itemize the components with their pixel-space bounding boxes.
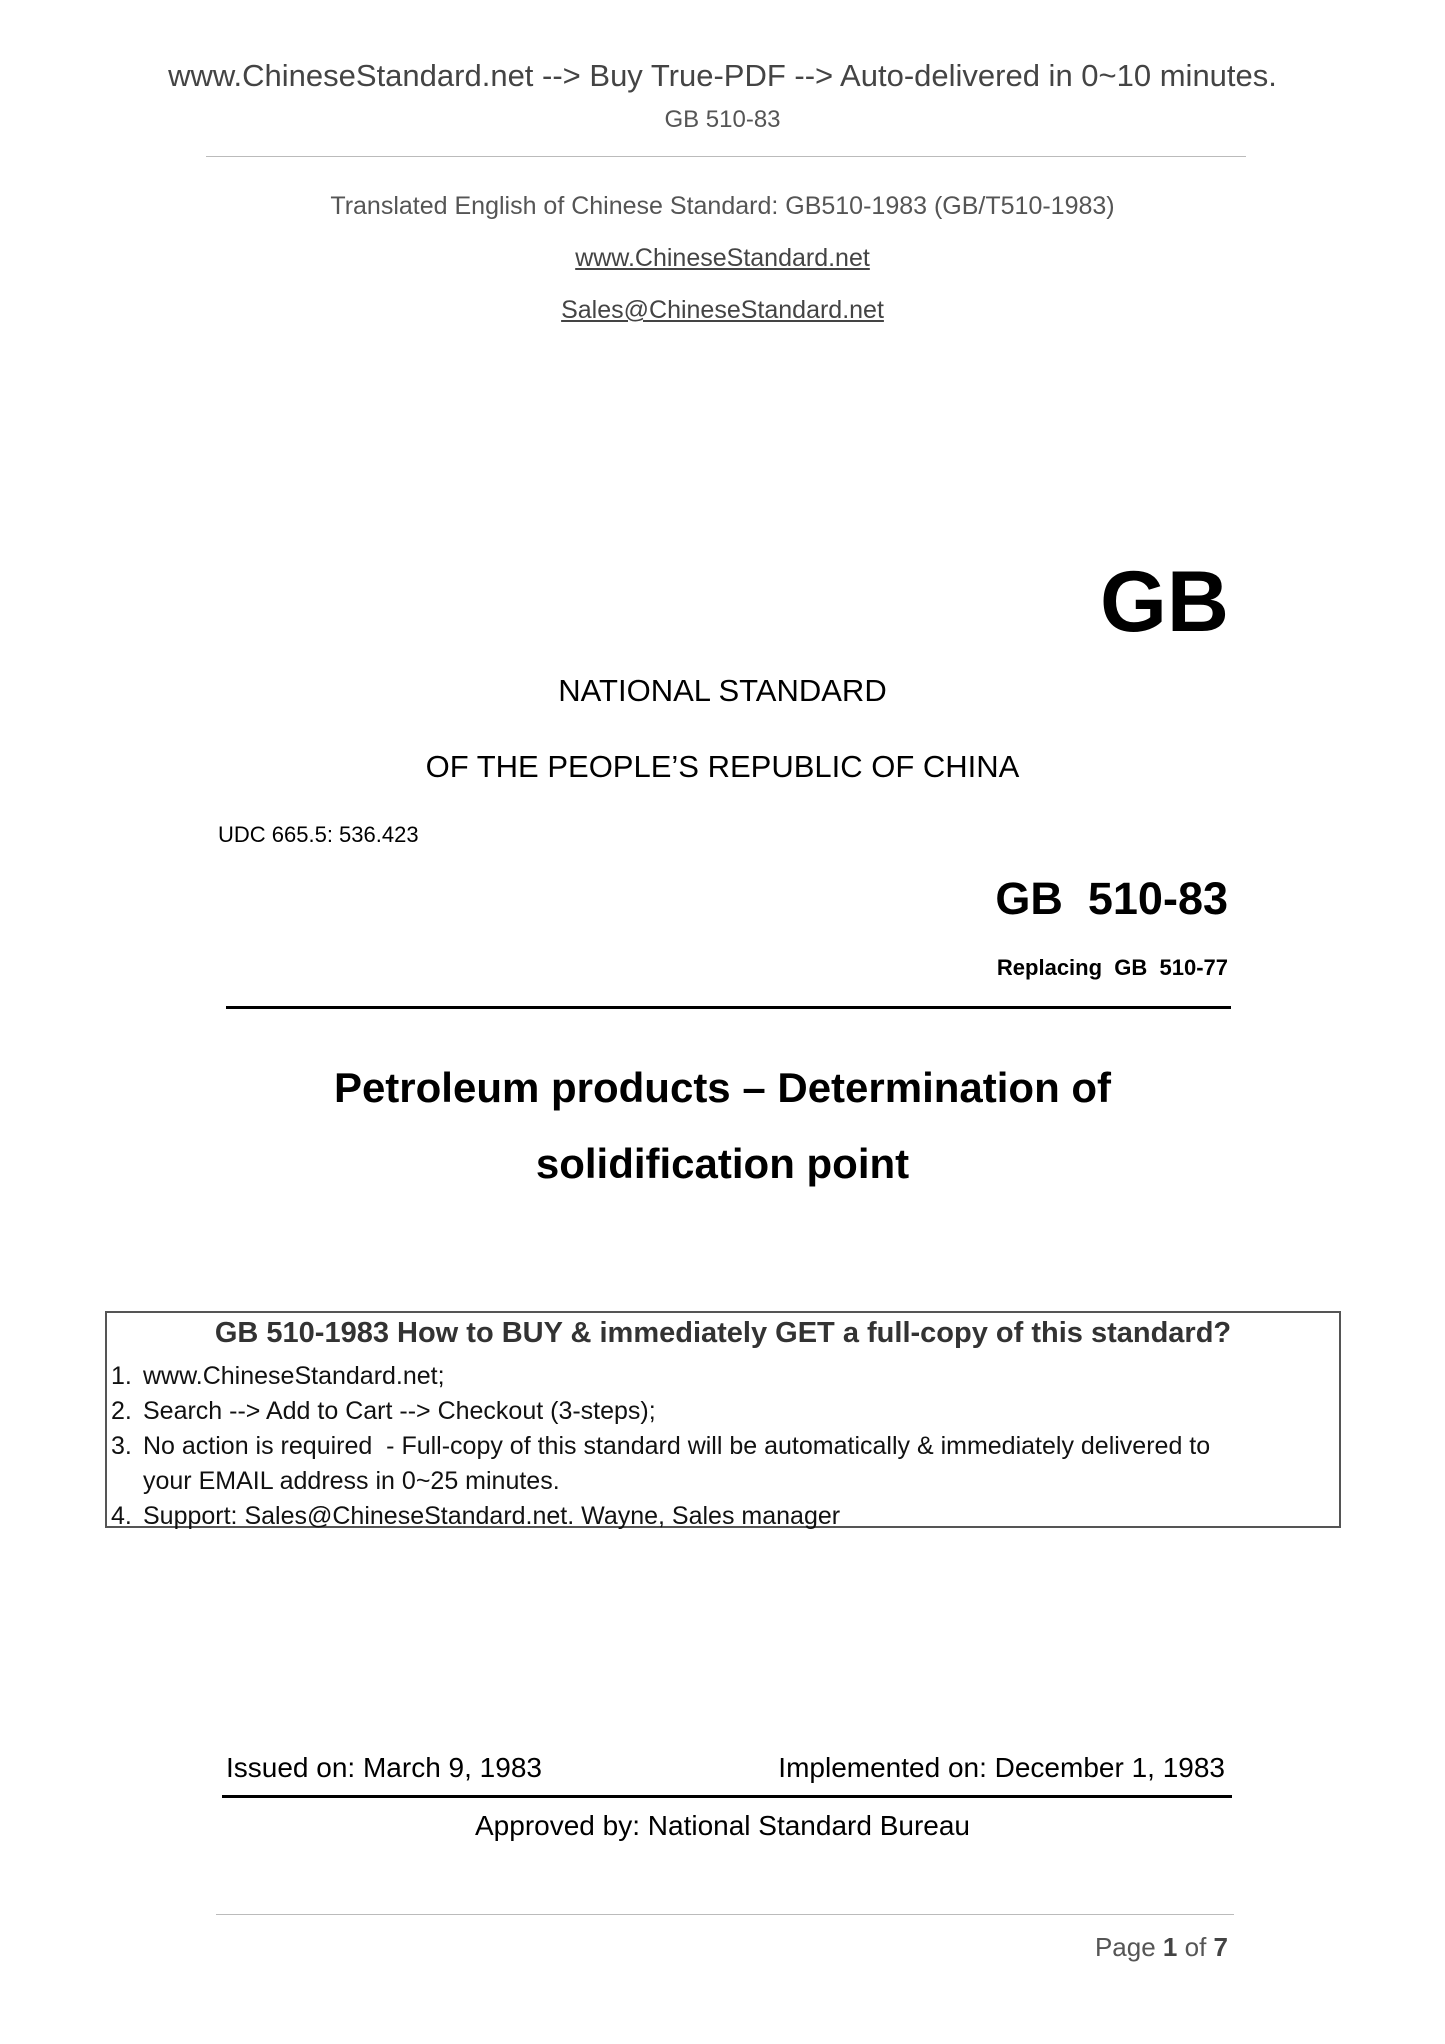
list-item: [107, 1429, 1339, 1464]
list-number: 2.: [111, 1397, 132, 1425]
gb-logo: GB: [1100, 554, 1229, 650]
page-number: [1095, 1932, 1228, 1963]
list-number: 4.: [111, 1502, 132, 1530]
approved-by: Approved by: National Standard Bureau: [475, 1810, 970, 1841]
udc-code: UDC 665.5: 536.423: [218, 822, 419, 847]
standard-code: GB 510-83: [995, 873, 1228, 924]
list-number: 3.: [111, 1432, 132, 1460]
email-link[interactable]: Sales@ChineseStandard.net: [561, 296, 884, 324]
document-title-line2: solidification point: [535, 1140, 910, 1187]
purchase-info-box: [105, 1311, 1341, 1528]
list-item: [107, 1359, 1339, 1394]
implemented-date: Implemented on: December 1, 1983: [778, 1752, 1225, 1783]
page-current: 1: [1162, 1932, 1178, 1962]
replacing-note: Replacing GB 510-77: [996, 955, 1228, 980]
country-heading: OF THE PEOPLE’S REPUBLIC OF CHINA: [425, 749, 1020, 784]
list-number: 1.: [111, 1362, 132, 1390]
list-text: Search --> Add to Cart --> Checkout (3-steps);: [143, 1397, 656, 1425]
issued-date: Issued on: March 9, 1983: [226, 1752, 542, 1783]
website-link-row: [0, 244, 1445, 273]
title-divider: [226, 1006, 1231, 1009]
list-item-continuation: [107, 1464, 1339, 1499]
document-title-line1: Petroleum products – Determination of: [333, 1064, 1112, 1111]
list-item: [107, 1394, 1339, 1429]
page-total: 7: [1213, 1932, 1228, 1962]
list-text: www.ChineseStandard.net;: [143, 1362, 445, 1390]
header-banner: www.ChineseStandard.net --> Buy True-PDF --> Auto-delivered in 0~10 minutes.: [168, 58, 1277, 93]
list-text: Support: Sales@ChineseStandard.net. Wayne, Sales manager: [143, 1502, 841, 1530]
purchase-steps-list: [107, 1359, 1339, 1534]
dates-divider: [222, 1795, 1232, 1798]
email-link-row: [0, 296, 1445, 325]
header-code: GB 510-83: [664, 106, 781, 133]
national-standard-heading: NATIONAL STANDARD: [558, 673, 887, 708]
purchase-box-title: GB 510-1983 How to BUY & immediately GET a full-copy of this standard?: [214, 1317, 1232, 1349]
list-text: your EMAIL address in 0~25 minutes.: [143, 1467, 560, 1495]
translation-note: Translated English of Chinese Standard: GB510-1983 (GB/T510-1983): [330, 192, 1115, 220]
website-link[interactable]: www.ChineseStandard.net: [575, 244, 870, 272]
header-divider: [206, 156, 1246, 157]
list-item: [107, 1499, 1339, 1534]
page-prefix: Page: [1094, 1932, 1163, 1962]
list-text: No action is required - Full-copy of this standard will be automatically & immediately delivered to: [143, 1432, 1211, 1460]
page-of: of: [1177, 1932, 1214, 1962]
footer-divider: [216, 1914, 1234, 1915]
